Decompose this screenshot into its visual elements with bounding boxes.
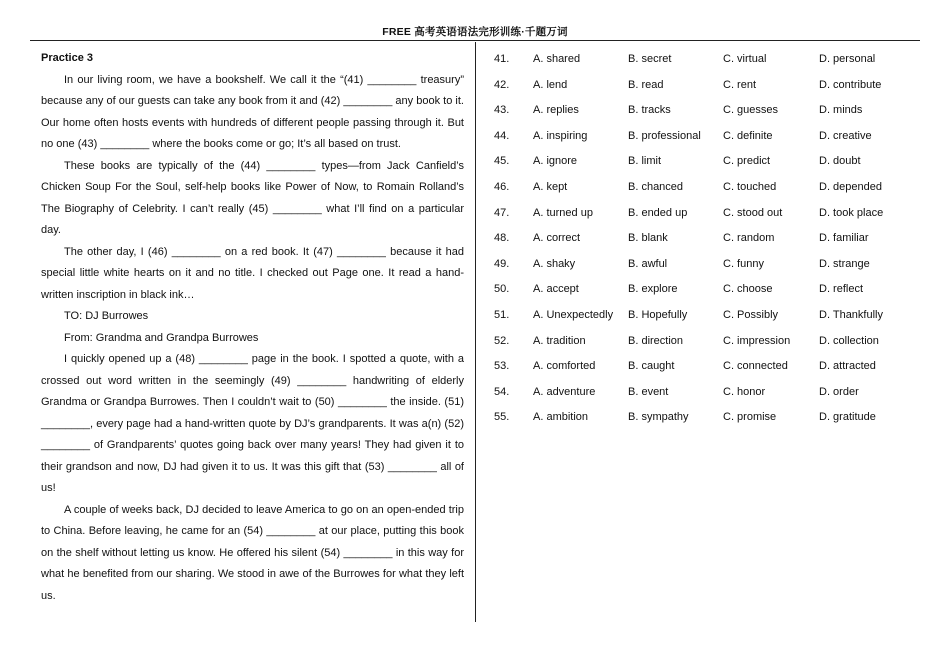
option-d: D. creative — [819, 129, 872, 142]
option-a: A. ambition — [533, 411, 589, 424]
option-a: A. replies — [533, 104, 579, 117]
option-c: C. guesses — [723, 104, 779, 117]
option-b: B. read — [628, 78, 664, 91]
option-b: B. limit — [628, 155, 661, 168]
question-row — [494, 79, 914, 105]
question-row — [494, 411, 914, 437]
question-row — [494, 232, 914, 258]
option-b: B. tracks — [628, 104, 671, 117]
question-row — [494, 309, 914, 335]
question-row — [494, 53, 914, 79]
option-d: D. depended — [819, 180, 882, 193]
header-rule — [30, 40, 920, 41]
question-number: 52. — [494, 334, 510, 347]
option-b: B. professional — [628, 129, 701, 142]
option-d: D. doubt — [819, 155, 861, 168]
option-c: C. choose — [723, 283, 773, 296]
option-b: B. direction — [628, 334, 684, 347]
question-number: 41. — [494, 53, 510, 65]
passage-column — [41, 48, 464, 607]
option-d: D. familiar — [819, 232, 869, 245]
question-number: 44. — [494, 129, 510, 142]
option-c: C. rent — [723, 78, 757, 91]
question-number: 48. — [494, 232, 510, 245]
passage-paragraph: The other day, I (46) ________ on a red book. It (47) ________ because it had special little white hearts on it and no title. I checked out Page one. It read a hand-written inscription in black ink… — [41, 245, 464, 301]
option-c: C. honor — [723, 385, 766, 398]
option-d: D. Thankfully — [819, 308, 883, 321]
option-b: B. explore — [628, 283, 678, 296]
option-a: A. Unexpectedly — [533, 308, 614, 321]
option-d: D. strange — [819, 257, 870, 270]
option-b: B. secret — [628, 53, 672, 65]
option-a: A. inspiring — [533, 129, 588, 142]
page-header: FREE 高考英语语法完形训练·千题万词 — [382, 26, 568, 38]
option-d: D. order — [819, 385, 859, 398]
option-a: A. adventure — [533, 385, 596, 398]
option-d: D. personal — [819, 53, 876, 65]
option-b: B. Hopefully — [628, 308, 688, 321]
option-d: D. took place — [819, 206, 884, 219]
question-number: 46. — [494, 180, 510, 193]
option-d: D. reflect — [819, 283, 864, 296]
inscription-from: From: Grandma and Grandpa Burrowes — [64, 331, 259, 344]
passage-paragraph: In our living room, we have a bookshelf. We call it the “(41) ________ treasury” because any of our guests can take any book from it and (42) ________ any book to it. Our home often hosts events with hundreds of different people passing through it. But no one (43) ________ where the books come or go; It’s all based on trust. — [41, 73, 464, 150]
question-number: 50. — [494, 283, 510, 296]
option-a: A. accept — [533, 283, 579, 296]
question-row — [494, 130, 914, 156]
option-b: B. awful — [628, 257, 668, 270]
option-b: B. event — [628, 385, 669, 398]
option-c: C. impression — [723, 334, 791, 347]
option-a: A. comforted — [533, 360, 596, 373]
column-divider — [475, 42, 476, 622]
question-number: 49. — [494, 257, 510, 270]
option-a: A. ignore — [533, 155, 578, 168]
option-c: C. touched — [723, 180, 777, 193]
question-row — [494, 104, 914, 130]
option-c: C. stood out — [723, 206, 783, 219]
inscription-to: TO: DJ Burrowes — [64, 310, 149, 322]
option-a: A. tradition — [533, 334, 586, 347]
question-row — [494, 283, 914, 309]
passage-paragraph: I quickly opened up a (48) ________ page in the book. I spotted a quote, with a crossed out word written in the seemingly (49) ________ handwriting of elderly Grandma or Grandpa Burrowes. Then I couldn’t wait to (50) ________ the inside. (51) ________, every page had a hand-written quote by DJ’s grandparents. It was a(n) (52) ________ of Grandparents’ quotes going back over many years! They had given it to their grandson and now, DJ had given it to us. It was this gift that (53) ________ all of us! — [41, 353, 464, 494]
option-d: D. gratitude — [819, 411, 876, 424]
option-b: B. caught — [628, 360, 675, 373]
option-a: A. shaky — [533, 257, 576, 270]
question-number: 47. — [494, 206, 510, 219]
question-list — [494, 53, 914, 437]
option-c: C. predict — [723, 155, 771, 168]
question-row — [494, 155, 914, 181]
option-c: C. virtual — [723, 53, 767, 65]
option-d: D. contribute — [819, 78, 882, 91]
question-row — [494, 181, 914, 207]
option-b: B. chanced — [628, 180, 684, 193]
option-c: C. connected — [723, 360, 788, 373]
option-a: A. turned up — [533, 206, 593, 219]
option-b: B. blank — [628, 232, 668, 245]
option-d: D. minds — [819, 104, 863, 117]
question-number: 43. — [494, 104, 510, 117]
practice-title: Practice 3 — [41, 52, 93, 64]
question-number: 51. — [494, 308, 510, 321]
question-number: 53. — [494, 360, 510, 373]
option-b: B. ended up — [628, 206, 688, 219]
option-d: D. collection — [819, 334, 879, 347]
option-a: A. kept — [533, 180, 568, 193]
option-b: B. sympathy — [628, 411, 689, 424]
option-d: D. attracted — [819, 360, 876, 373]
question-number: 55. — [494, 411, 510, 424]
question-number: 45. — [494, 155, 510, 168]
option-a: A. lend — [533, 78, 568, 91]
option-a: A. correct — [533, 232, 581, 245]
option-c: C. Possibly — [723, 308, 779, 321]
option-c: C. random — [723, 232, 775, 245]
option-a: A. shared — [533, 53, 581, 65]
option-c: C. funny — [723, 257, 764, 270]
question-number: 54. — [494, 385, 510, 398]
question-row — [494, 335, 914, 361]
passage-paragraph: These books are typically of the (44) ________ types—from Jack Canfield’s Chicken Soup For the Soul, self-help books like Power of Now, to Romain Rolland’s The Biography of Celebrity. I can’t really (45) ________ what I’ll find on a particular day. — [41, 159, 464, 236]
question-number: 42. — [494, 78, 510, 91]
option-c: C. promise — [723, 411, 777, 424]
question-row — [494, 386, 914, 412]
option-c: C. definite — [723, 129, 773, 142]
passage-paragraph: A couple of weeks back, DJ decided to leave America to go on an open-ended trip to China. Before leaving, he came for an (54) ________ at our place, putting this book on the shelf without letting us know. He offered his silent (54) ________ in this way for what he benefited from our sharing. We stood in awe of the Burrowes for what they left us. — [41, 503, 464, 602]
question-row — [494, 258, 914, 284]
question-row — [494, 360, 914, 386]
question-row — [494, 207, 914, 233]
